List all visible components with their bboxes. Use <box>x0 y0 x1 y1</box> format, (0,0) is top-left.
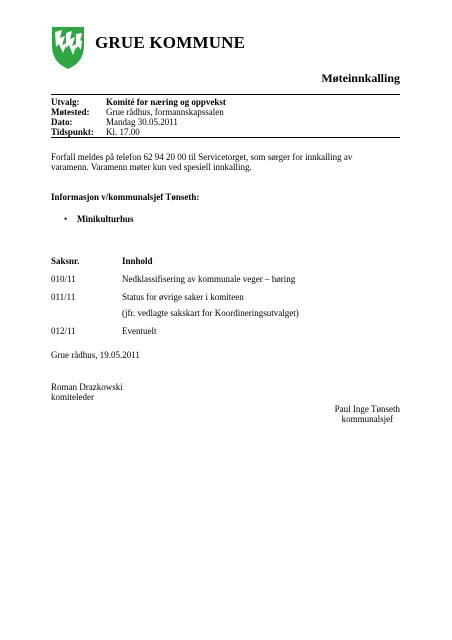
agenda-item-text: Status for øvrige saker i komiteen <box>122 292 244 302</box>
notice-line: varamenn. Varamenn møter kun ved spesiell innkalling. <box>51 162 252 172</box>
meeting-value: Grue rådhus, formannskapssalen <box>106 107 224 117</box>
signature-committee-leader <box>51 382 123 402</box>
agenda-item-number: 010/11 <box>51 274 76 284</box>
meeting-key: Dato: <box>51 117 73 127</box>
agenda-item-text: (jfr. vedlagte sakskart for Koordineringsutvalget) <box>122 308 299 318</box>
meeting-row-time <box>51 127 400 137</box>
signer-role: komiteleder <box>51 392 94 402</box>
meeting-key: Møtested: <box>51 107 90 117</box>
agenda-item <box>51 274 431 284</box>
agenda-col-number: Saksnr. <box>51 256 80 266</box>
meeting-row-committee <box>51 97 400 107</box>
information-item <box>64 214 134 224</box>
agenda-item-text: Eventuelt <box>122 326 157 336</box>
agenda-item-number: 011/11 <box>51 292 76 302</box>
place-date: Grue rådhus, 19.05.2011 <box>51 350 140 360</box>
agenda-item <box>51 292 431 302</box>
meeting-row-date <box>51 117 400 127</box>
coat-of-arms-icon <box>51 26 85 70</box>
meeting-details <box>51 97 400 137</box>
agenda-item <box>51 326 431 336</box>
notice-line: Forfall meldes på telefon 62 94 20 00 til Servicetorget, som sørger for innkalling av <box>51 152 353 162</box>
agenda-item-number: 012/11 <box>51 326 76 336</box>
agenda-col-content: Innhold <box>122 256 153 266</box>
signer-name: Paul Inge Tønseth <box>334 404 400 414</box>
agenda-header <box>51 256 411 266</box>
meeting-key: Tidspunkt: <box>51 127 94 137</box>
absence-notice <box>51 152 411 172</box>
meeting-key: Utvalg: <box>51 97 80 107</box>
document-type-heading: Møteinnkalling <box>321 71 400 85</box>
bottom-rule <box>51 137 400 138</box>
meeting-value: Kl. 17.00 <box>106 127 140 137</box>
agenda-item-continuation <box>51 308 431 318</box>
meeting-value: Mandag 30.05.2011 <box>106 117 178 127</box>
information-heading: Informasjon v/kommunalsjef Tønseth: <box>51 192 200 202</box>
signer-role: kommunalsjef <box>341 414 394 424</box>
agenda-item-text: Nedklassifisering av kommunale veger – høring <box>122 274 296 284</box>
information-item-text: Minikulturhus <box>77 214 134 224</box>
meeting-value: Komité for næring og oppvekst <box>106 97 226 107</box>
municipality-title: GRUE KOMMUNE <box>95 33 246 52</box>
signature-municipal-director <box>335 404 400 424</box>
meeting-row-venue <box>51 107 400 117</box>
top-rule <box>51 94 400 95</box>
bullet-icon: • <box>64 214 68 224</box>
signer-name: Roman Drazkowski <box>51 382 123 392</box>
